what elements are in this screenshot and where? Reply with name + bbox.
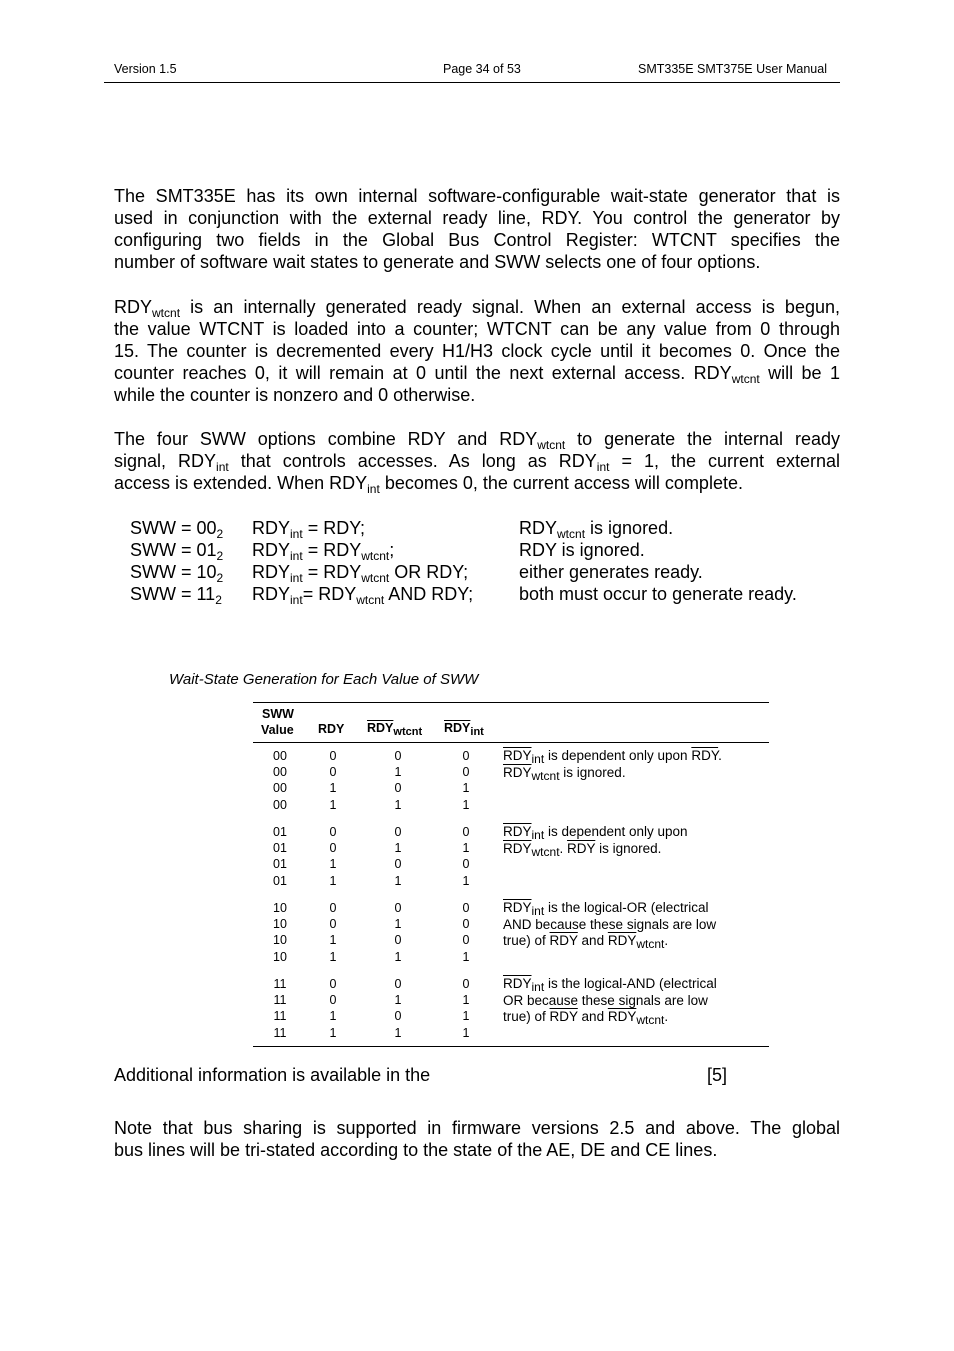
text-line: used in conjunction with the external ready line, RDY. You control the generator by [114, 208, 840, 228]
table-cell: 0 [462, 917, 470, 932]
text-line: signal, $RDY_{int}$ that controls accesses. As long as $RDY_{int} = 1$, the current external [114, 451, 841, 474]
table-cell: 1 [329, 1009, 337, 1024]
col-header-value: Value [261, 723, 294, 737]
table-cell: 1 [329, 797, 337, 812]
text-line: bus lines will be tri-stated according to the state of the AE, DE and CE lines. [114, 1140, 718, 1160]
table-cell: 0 [394, 749, 402, 763]
table-cell: 1 [329, 873, 337, 888]
table-cell: 0 [462, 765, 470, 780]
table-cell: 0 [329, 765, 337, 780]
text-line: 15. The counter is decremented every H1/H3 clock cycle until it becomes 0. Once the [114, 341, 840, 361]
header-divider [104, 82, 840, 83]
text-line: counter reaches 0, it will remain at 0 until the next external access. $RDY_{wtcnt}$ will be 1 [114, 363, 840, 386]
table-cell: 0 [394, 977, 402, 991]
table-cell: 1 [462, 993, 470, 1008]
row-group-description: $\overline{RDY}_{int}$ is the logical-AND (electrical OR because these signals are low true) of $\overline{RDY}$ and $\overline{RDY}_{wtcnt}$. [503, 976, 717, 1027]
text-line: while the counter is nonzero and 0 otherwise. [114, 385, 476, 405]
table-cell: 0 [329, 749, 337, 763]
table-cell: 0 [462, 933, 470, 948]
text-line: The SMT335E has its own internal software-configurable wait-state generator that is [114, 186, 840, 206]
text-line: number of software wait states to generate and SWW selects one of four options. [114, 252, 761, 272]
table-cell: 01 [273, 857, 287, 872]
col-header-rdy-wtcnt: $\overline{RDY}_{wtcnt}$ [367, 721, 423, 738]
text-line: Note that bus sharing is supported in firmware versions 2.5 and above. The global [114, 1118, 840, 1138]
table-cell: 1 [462, 873, 470, 888]
table-cell: 1 [394, 993, 402, 1008]
table-cell: 0 [394, 825, 402, 839]
col-header-rdy: RDY [318, 722, 345, 736]
table-cell: 11 [273, 993, 287, 1008]
table-cell: 0 [329, 841, 337, 856]
table-cell: 0 [462, 749, 470, 763]
table-cell: 0 [329, 993, 337, 1008]
header-doc-title: SMT335E SMT375E User Manual [638, 62, 827, 76]
paragraph-rdy-wtcnt [114, 296, 840, 406]
table-cell: 10 [273, 901, 287, 915]
table-cell: 01 [273, 841, 287, 856]
table-cell: 0 [394, 901, 402, 915]
table-cell: 1 [394, 949, 402, 964]
paragraph-bus-sharing [114, 1117, 840, 1161]
table-cell: 10 [273, 917, 287, 932]
table-cell: 0 [329, 901, 337, 915]
table-cell: 0 [394, 933, 402, 948]
table-cell: 0 [462, 901, 470, 915]
table-cell: 1 [394, 1025, 402, 1040]
col-header-sww: SWW [262, 707, 294, 721]
table-cell: 1 [462, 841, 470, 856]
table-cell: 01 [273, 825, 287, 839]
table-cell: 10 [273, 933, 287, 948]
table-cell: 1 [394, 797, 402, 812]
table-header-rule [253, 742, 769, 743]
table-cell: 0 [462, 857, 470, 872]
additional-info-text: Additional information is available in the [114, 1065, 431, 1085]
table-cell: 1 [462, 781, 470, 796]
header-page-number: Page 34 of 53 [443, 62, 521, 76]
table-cell: 0 [329, 825, 337, 839]
table-cell: 1 [394, 841, 402, 856]
table-cell: 1 [462, 797, 470, 812]
header-version: Version 1.5 [114, 62, 177, 76]
paragraph-sww-options [114, 428, 840, 494]
row-group-description: $\overline{RDY}_{int}$ is the logical-OR (electrical AND because these signals are low true) of $\overline{RDY}$ and $\overline{RDY}_{wtcnt}$. [503, 900, 717, 951]
table-cell: 11 [273, 1025, 287, 1040]
table-cell: 10 [273, 949, 287, 964]
table-cell: 1 [329, 933, 337, 948]
table-cell: 1 [329, 857, 337, 872]
row-group-description: $\overline{RDY}_{int}$ is dependent only upon $\overline{RDY}_{wtcnt}$. $\overline{RDY}$ is ignored. [503, 824, 688, 859]
table-cell: 0 [394, 781, 402, 796]
table-caption: Wait-State Generation for Each Value of SWW [169, 671, 479, 688]
table-cell: 1 [329, 1025, 337, 1040]
table-cell: 1 [394, 917, 402, 932]
table-cell: 0 [462, 825, 470, 839]
paragraph-wait-state-intro [114, 185, 840, 273]
table-cell: 1 [329, 949, 337, 964]
text-line: the value WTCNT is loaded into a counter; WTCNT can be any value from 0 through [114, 319, 840, 339]
table-cell: 00 [273, 797, 287, 812]
table-bottom-rule [253, 1046, 769, 1047]
table-cell: 1 [329, 781, 337, 796]
table-cell: 0 [394, 1009, 402, 1024]
table-cell: 01 [273, 873, 287, 888]
table-cell: 00 [273, 781, 287, 796]
table-top-rule [253, 702, 769, 703]
table-cell: 0 [329, 917, 337, 932]
table-cell: 1 [394, 873, 402, 888]
col-header-rdy-int: $\overline{RDY}_{int}$ [444, 721, 484, 738]
table-cell: 1 [462, 1025, 470, 1040]
table-cell: 1 [462, 1009, 470, 1024]
table-cell: 00 [273, 765, 287, 780]
reference-number: [5] [707, 1065, 728, 1085]
text-line: The four SWW options combine RDY and $RDY_{wtcnt}$ to generate the internal ready [114, 429, 840, 452]
table-cell: 0 [462, 977, 470, 991]
table-cell: 00 [273, 749, 287, 763]
row-group-description: $\overline{RDY}_{int}$ is dependent only upon $\overline{RDY}$. $\overline{RDY}_{wtcnt}$ is ignored. [503, 748, 722, 783]
table-cell: 11 [273, 1009, 287, 1024]
table-cell: 0 [394, 857, 402, 872]
text-line: $RDY_{wtcnt}$ is an internally generated ready signal. When an external access is begun, [114, 297, 840, 320]
table-cell: 1 [462, 949, 470, 964]
table-cell: 0 [329, 977, 337, 991]
table-cell: 1 [394, 765, 402, 780]
text-line: access is extended. When $RDY_{int}$ becomes 0, the current access will complete. [114, 473, 743, 496]
text-line: configuring two fields in the Global Bus Control Register: WTCNT specifies the [114, 230, 840, 250]
table-cell: 11 [273, 977, 287, 991]
